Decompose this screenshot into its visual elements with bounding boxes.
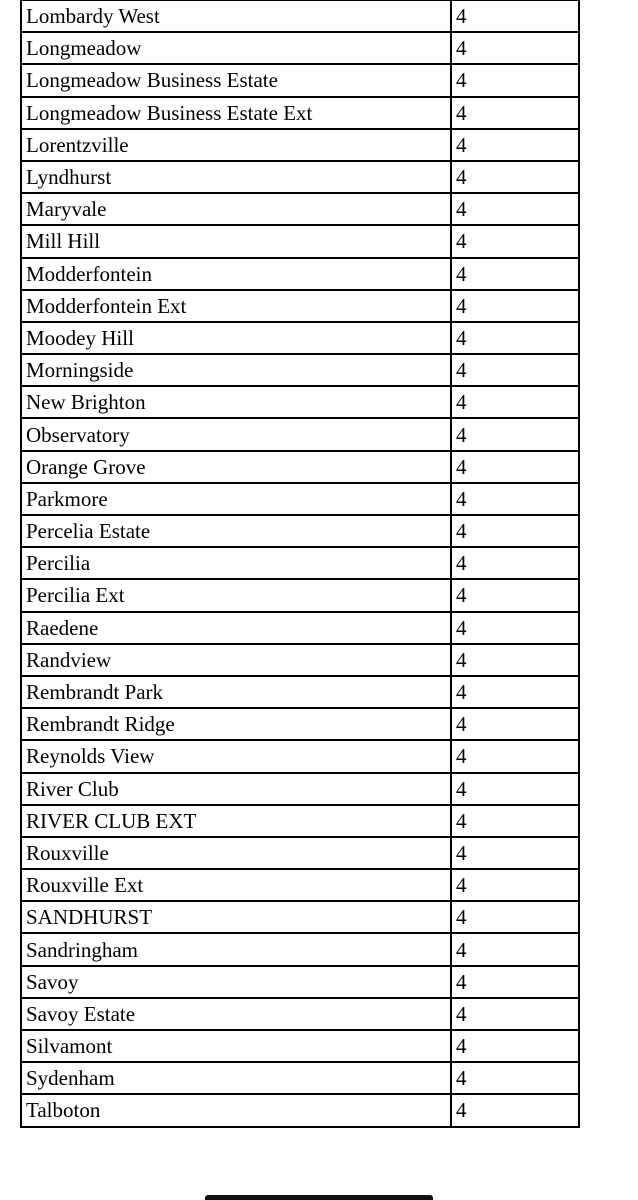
value-cell: 4 bbox=[451, 451, 579, 483]
table-row bbox=[21, 1062, 579, 1094]
table-row bbox=[21, 966, 579, 998]
value-cell: 4 bbox=[451, 1030, 579, 1062]
table-row bbox=[21, 161, 579, 193]
value-cell: 4 bbox=[451, 386, 579, 418]
value-cell: 4 bbox=[451, 515, 579, 547]
suburb-cell: Longmeadow bbox=[21, 32, 451, 64]
table-row bbox=[21, 547, 579, 579]
value-cell: 4 bbox=[451, 290, 579, 322]
suburb-stage-table bbox=[20, 0, 580, 1128]
table-row bbox=[21, 483, 579, 515]
table-row bbox=[21, 644, 579, 676]
table-row bbox=[21, 515, 579, 547]
value-cell: 4 bbox=[451, 676, 579, 708]
value-cell: 4 bbox=[451, 483, 579, 515]
table-row bbox=[21, 869, 579, 901]
suburb-cell: Sydenham bbox=[21, 1062, 451, 1094]
suburb-cell: Parkmore bbox=[21, 483, 451, 515]
value-cell: 4 bbox=[451, 547, 579, 579]
suburb-cell: Maryvale bbox=[21, 193, 451, 225]
suburb-cell: RIVER CLUB EXT bbox=[21, 805, 451, 837]
table-row bbox=[21, 676, 579, 708]
table-row bbox=[21, 322, 579, 354]
table-row bbox=[21, 0, 579, 32]
suburb-cell: Sandringham bbox=[21, 933, 451, 965]
table-row bbox=[21, 97, 579, 129]
table-row bbox=[21, 32, 579, 64]
table-row bbox=[21, 290, 579, 322]
suburb-cell: Talboton bbox=[21, 1094, 451, 1126]
table-row bbox=[21, 933, 579, 965]
suburb-cell: Rembrandt Ridge bbox=[21, 708, 451, 740]
table-row bbox=[21, 579, 579, 611]
table-row bbox=[21, 837, 579, 869]
suburb-cell: Orange Grove bbox=[21, 451, 451, 483]
table-row bbox=[21, 258, 579, 290]
table-row bbox=[21, 805, 579, 837]
value-cell: 4 bbox=[451, 161, 579, 193]
table-row bbox=[21, 708, 579, 740]
value-cell: 4 bbox=[451, 97, 579, 129]
value-cell: 4 bbox=[451, 418, 579, 450]
table-row bbox=[21, 64, 579, 96]
suburb-cell: Savoy bbox=[21, 966, 451, 998]
suburb-cell: Lombardy West bbox=[21, 0, 451, 32]
value-cell: 4 bbox=[451, 225, 579, 257]
value-cell: 4 bbox=[451, 612, 579, 644]
suburb-cell: Rembrandt Park bbox=[21, 676, 451, 708]
value-cell: 4 bbox=[451, 258, 579, 290]
value-cell: 4 bbox=[451, 869, 579, 901]
home-indicator-bar bbox=[205, 1195, 433, 1200]
suburb-cell: Longmeadow Business Estate Ext bbox=[21, 97, 451, 129]
suburb-cell: Modderfontein Ext bbox=[21, 290, 451, 322]
value-cell: 4 bbox=[451, 998, 579, 1030]
table-row bbox=[21, 998, 579, 1030]
value-cell: 4 bbox=[451, 322, 579, 354]
value-cell: 4 bbox=[451, 193, 579, 225]
suburb-cell: Rouxville Ext bbox=[21, 869, 451, 901]
value-cell: 4 bbox=[451, 129, 579, 161]
value-cell: 4 bbox=[451, 708, 579, 740]
suburb-cell: Silvamont bbox=[21, 1030, 451, 1062]
suburb-cell: Morningside bbox=[21, 354, 451, 386]
suburb-cell: Observatory bbox=[21, 418, 451, 450]
suburb-cell: River Club bbox=[21, 773, 451, 805]
suburb-cell: Savoy Estate bbox=[21, 998, 451, 1030]
suburb-cell: Raedene bbox=[21, 612, 451, 644]
value-cell: 4 bbox=[451, 740, 579, 772]
value-cell: 4 bbox=[451, 64, 579, 96]
value-cell: 4 bbox=[451, 933, 579, 965]
suburb-cell: Longmeadow Business Estate bbox=[21, 64, 451, 96]
value-cell: 4 bbox=[451, 354, 579, 386]
value-cell: 4 bbox=[451, 644, 579, 676]
table-row bbox=[21, 901, 579, 933]
table-row bbox=[21, 740, 579, 772]
suburb-cell: Percilia Ext bbox=[21, 579, 451, 611]
table-row bbox=[21, 354, 579, 386]
value-cell: 4 bbox=[451, 0, 579, 32]
value-cell: 4 bbox=[451, 1062, 579, 1094]
suburb-cell: Randview bbox=[21, 644, 451, 676]
value-cell: 4 bbox=[451, 837, 579, 869]
table-row bbox=[21, 1094, 579, 1126]
table-row bbox=[21, 129, 579, 161]
value-cell: 4 bbox=[451, 805, 579, 837]
table-row bbox=[21, 386, 579, 418]
table-row bbox=[21, 193, 579, 225]
suburb-cell: Moodey Hill bbox=[21, 322, 451, 354]
suburb-cell: Lorentzville bbox=[21, 129, 451, 161]
suburb-cell: Mill Hill bbox=[21, 225, 451, 257]
table-row bbox=[21, 1030, 579, 1062]
suburb-cell: SANDHURST bbox=[21, 901, 451, 933]
table-row bbox=[21, 225, 579, 257]
document-table-container bbox=[20, 0, 578, 1128]
suburb-cell: New Brighton bbox=[21, 386, 451, 418]
suburb-cell: Percilia bbox=[21, 547, 451, 579]
table-row bbox=[21, 418, 579, 450]
suburb-cell: Lyndhurst bbox=[21, 161, 451, 193]
value-cell: 4 bbox=[451, 773, 579, 805]
table-row bbox=[21, 612, 579, 644]
value-cell: 4 bbox=[451, 32, 579, 64]
table-row bbox=[21, 773, 579, 805]
table-body bbox=[21, 0, 579, 1127]
value-cell: 4 bbox=[451, 579, 579, 611]
suburb-cell: Modderfontein bbox=[21, 258, 451, 290]
table-row bbox=[21, 451, 579, 483]
value-cell: 4 bbox=[451, 901, 579, 933]
suburb-cell: Reynolds View bbox=[21, 740, 451, 772]
suburb-cell: Rouxville bbox=[21, 837, 451, 869]
value-cell: 4 bbox=[451, 1094, 579, 1126]
value-cell: 4 bbox=[451, 966, 579, 998]
suburb-cell: Percelia Estate bbox=[21, 515, 451, 547]
